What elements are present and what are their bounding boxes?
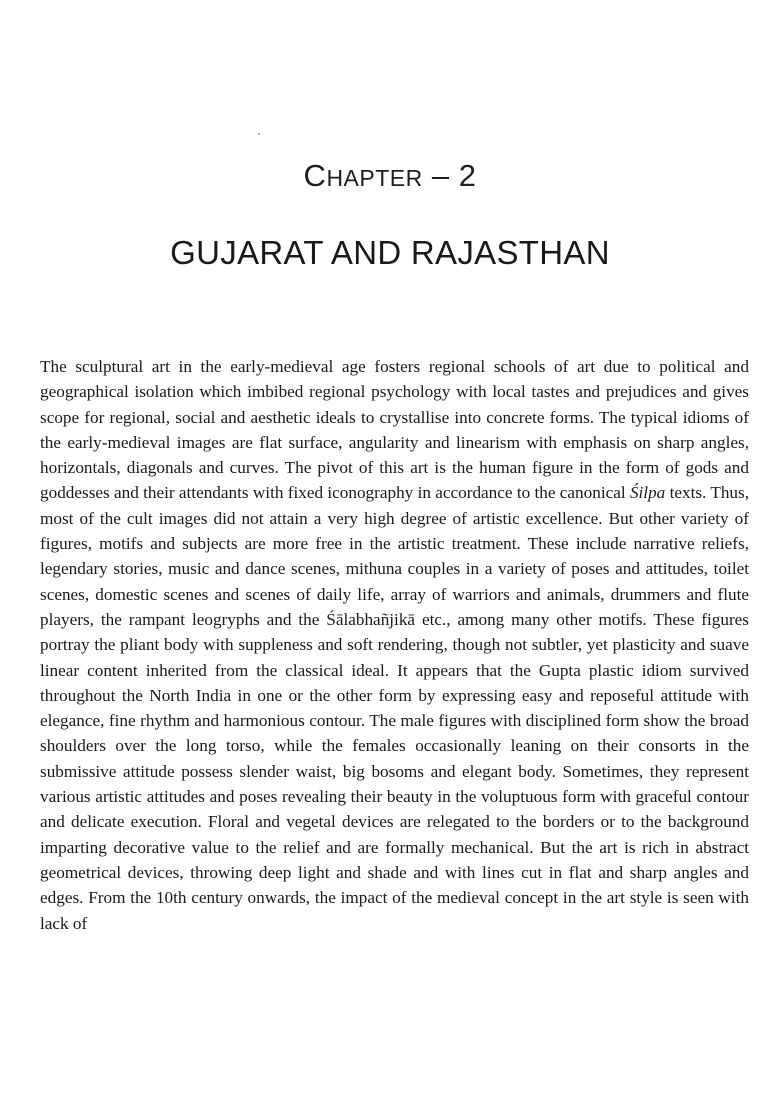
body-text-part1: The sculptural art in the early-medieval age fosters regional schools of art due to political and geographical isolation which imbibed regional psychology with local tastes and prejudices and gives scope for regional, social and aesthetic ideals to crystallise into concrete forms. The typical idioms of the early-medieval images are flat surface, angularity and linearism with emphasis on sharp angles, horizontals, diagonals and curves. The pivot of this art is the human figure in the form of gods and goddesses and their attendants with fixed iconography in accordance to the canonical	[40, 357, 749, 503]
body-paragraph	[40, 354, 749, 936]
body-italic-term: Śilpa	[629, 483, 666, 503]
chapter-title: GUJARAT AND RAJASTHAN	[170, 234, 610, 271]
chapter-separator: –	[422, 158, 459, 193]
body-text-part2: texts. Thus, most of the cult images did not attain a very high degree of artistic excellence. But other variety of figures, motifs and subjects are more free in the artistic treatment. These include narrative reliefs, legendary stories, music and dance scenes, mithuna couples in a variety of poses and attitudes, toilet scenes, domestic scenes and scenes of daily life, array of warriors and animals, drummers and flute players, the rampant leogryphs and the Śālabhañjikā etc., among many other motifs. These figures portray the pliant body with suppleness and soft rendering, though not subtler, yet plasticity and suave linear content inherited from the classical ideal. It appears that the Gupta plastic idiom survived throughout the North India in one or the other form by expressing easy and reposeful attitude with elegance, fine rhythm and harmonious contour. The male figures with disciplined form show the broad shoulders over the long torso, while the females occasionally leaning on their consorts in the submissive attitude possess slender waist, big bosoms and elegant body. Sometimes, they represent various artistic attitudes and poses revealing their beauty in the voluptuous form with graceful contour and delicate execution. Floral and vegetal devices are relegated to the borders or to the background imparting decorative value to the relief and are formally mechanical. But the art is rich in abstract geometrical devices, throwing deep light and shade and with lines cut in flat and sharp angles and edges. From the 10th century onwards, the impact of the medieval concept in the art style is seen with lack of	[40, 483, 749, 933]
page-speck	[258, 133, 260, 135]
chapter-prefix-cap: C	[303, 158, 327, 193]
chapter-number: 2	[458, 158, 477, 193]
chapter-prefix-small: HAPTER	[326, 165, 423, 191]
chapter-heading	[0, 158, 780, 194]
